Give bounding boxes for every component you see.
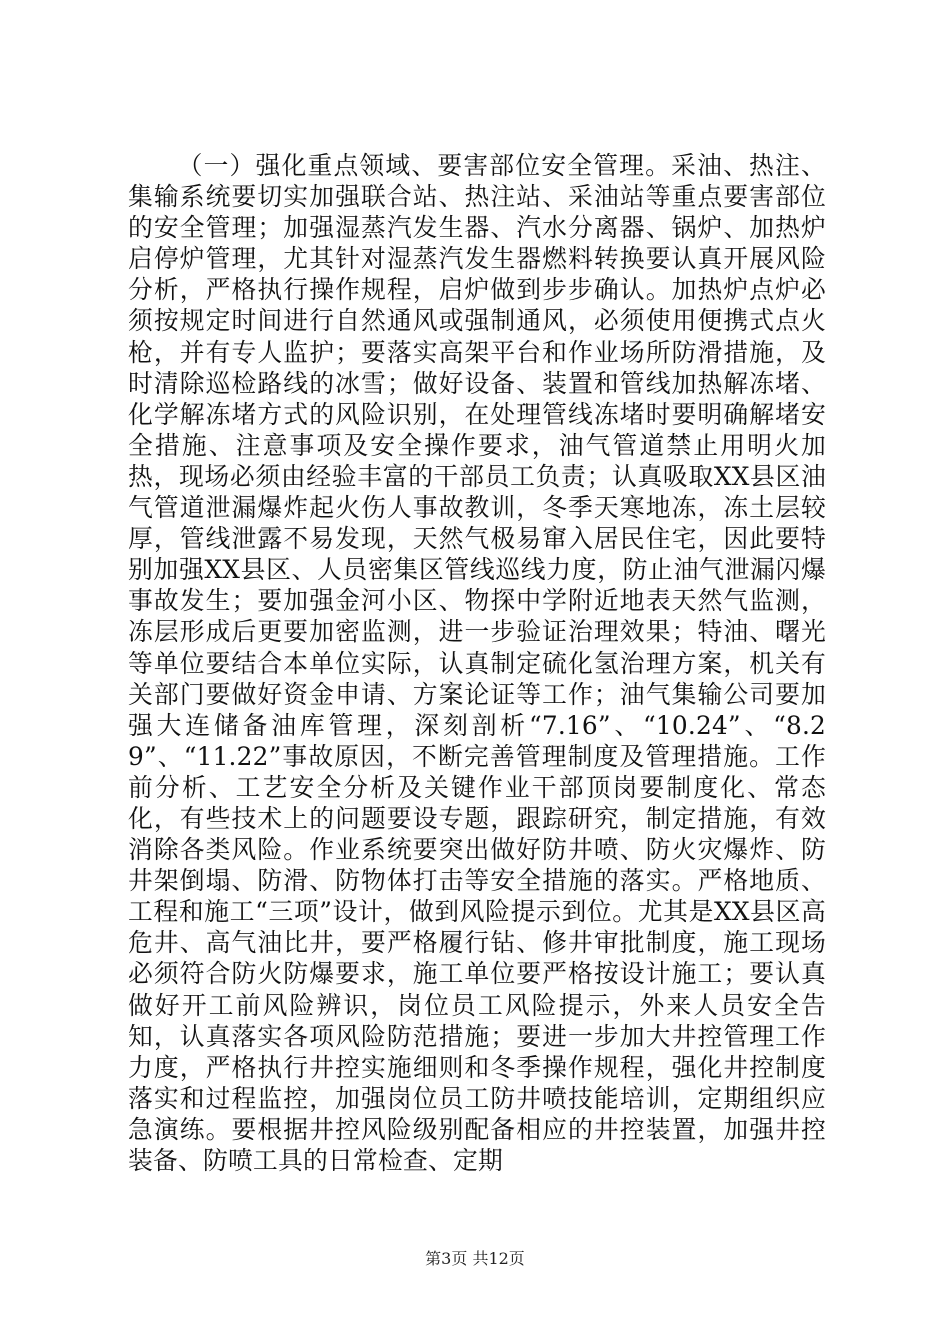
body-paragraph: （一）强化重点领域、要害部位安全管理。采油、热注、集输系统要切实加强联合站、热注站、采油站等重点要害部位的安全管理；加强湿蒸汽发生器、汽水分离器、锅炉、加热炉启停炉管理，尤其针对湿蒸汽发生器燃料转换要认真开展风险分析，严格执行操作规程，启炉做到步步确认。加热炉点炉必须按规定时间进行自然通风或强制通风，必须使用便携式点火枪，并有专人监护；要落实高架平台和作业场所防滑措施，及时清除巡检路线的冰雪；做好设备、装置和管线加热解冻堵、化学解冻堵方式的风险识别，在处理管线冻堵时要明确解堵安全措施、注意事项及安全操作要求，油气管道禁止用明火加热，现场必须由经验丰富的干部员工负责；认真吸取XX县区油气管道泄漏爆炸起火伤人事故教训，冬季天寒地冻，冻土层较厚，管线泄露不易发现，天然气极易窜入居民住宅，因此要特别加强XX县区、人员密集区管线巡线力度，防止油气泄漏闪爆事故发生；要加强金河小区、物探中学附近地表天然气监测，冻层形成后更要加密监测，进一步验证治理效果；特油、曙光等单位要结合本单位实际，认真制定硫化氢治理方案，机关有关部门要做好资金申请、方案论证等工作；油气集输公司要加强大连储备油库管理，深刻剖析“7.16”、“10.24”、“8.29”、“11.22”事故原因，不断完善管理制度及管理措施。工作前分析、工艺安全分析及关键作业干部顶岗要制度化、常态化，有些技术上的问题要设专题，跟踪研究，制定措施，有效消除各类风险。作业系统要突出做好防井喷、防火灾爆炸、防井架倒塌、防滑、防物体打击等安全措施的落实。严格地质、工程和施工“三项”设计，做到风险提示到位。尤其是XX县区高危井、高气油比井，要严格履行钻、修井审批制度，施工现场必须符合防火防爆要求，施工单位要严格按设计施工；要认真做好开工前风险辨识，岗位员工风险提示，外来人员安全告知，认真落实各项风险防范措施；要进一步加大井控管理工作力度，严格执行井控实施细则和冬季操作规程，强化井控制度落实和过程监控，加强岗位员工防井喷技能培训，定期组织应急演练。要根据井控风险级别配备相应的井控装置，加强井控装备、防喷工具的日常检查、定期 <box>128 151 826 1175</box>
page-number-footer: 第3页 共12页 <box>425 1249 525 1268</box>
